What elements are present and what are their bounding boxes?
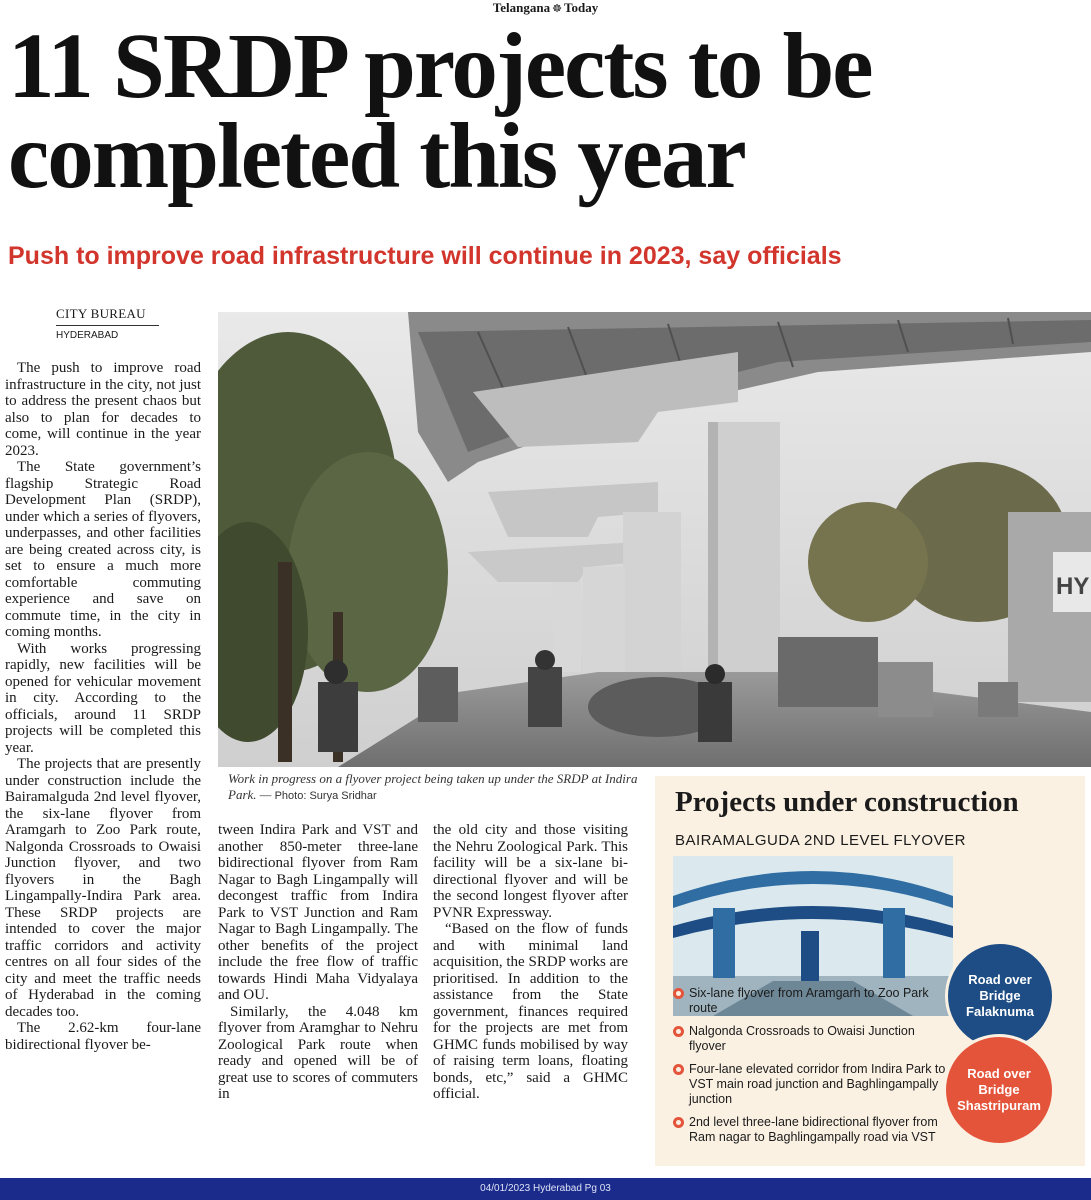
- paragraph: Similarly, the 4.048 km flyover from Aramghar to Nehru Zoological Park route when ready and opened will be of great use to scores of commuters in: [218, 1003, 418, 1102]
- byline-block: [56, 306, 159, 341]
- flyover-photo: [218, 312, 1091, 767]
- paragraph: the old city and those visiting the Nehru Zoological Park. This facility will be a six-lane bi-directional flyover and will be the second longest flyover after PVNR Expressway.: [433, 822, 628, 921]
- list-item-text: Four-lane elevated corridor from Indira Park to VST main road junction and Baghlingampally junction: [689, 1062, 946, 1106]
- bullet-icon: [673, 988, 684, 999]
- article-column-1: [5, 360, 201, 1172]
- list-item-text: Six-lane flyover from Aramgarh to Zoo Park route: [689, 986, 929, 1015]
- list-item-text: Nalgonda Crossroads to Owaisi Junction flyover: [689, 1024, 915, 1053]
- article-column-3: [433, 822, 628, 1172]
- paragraph: “Based on the flow of funds and with minimal land acquisition, the SRDP works are prioritised. In addition to the assistance from the State government, finances required for the projects are met from GHMC funds mobilised by way of raising term loans, floating bonds, etc,” said a GHMC official.: [433, 921, 628, 1102]
- headline: [8, 15, 1083, 208]
- subheadline: Push to improve road infrastructure will continue in 2023, say officials: [8, 242, 842, 270]
- list-item: [673, 1024, 953, 1054]
- paragraph: The State government’s flagship Strategic Road Development Plan (SRDP), under which a series of flyovers, underpasses, and other facilities are being created across city, is set to ensure a much more comfortable commuting experience and save on commute time, in the city in coming months.: [5, 459, 201, 640]
- paragraph: The projects that are presently under construction include the Bairamalguda 2nd level flyover, the six-lane flyover from Aramgarh to Zoo Park route, Nalgonda Crossroads to Owaisi Junction flyover, and two flyovers in the Bagh Lingampally-Indira Park area. These SRDP projects are intended to cover the major traffic corridors and activity centres on all four sides of the city and meet the traffic needs of Hyderabad in the coming decades too.: [5, 756, 201, 1020]
- photo-caption: [228, 771, 648, 804]
- building-sign: HY: [1056, 573, 1090, 600]
- article-column-2: [218, 822, 418, 1172]
- list-item: [673, 1062, 953, 1107]
- headline-line-2: completed this year: [8, 105, 745, 208]
- infographic-subtitle: BAIRAMALGUDA 2ND LEVEL FLYOVER: [675, 832, 966, 849]
- flyover-photo-illustration: [218, 312, 1091, 767]
- paragraph: tween Indira Park and VST and another 850-meter three-lane bidirectional flyover from Ram Nagar to Bagh Lingampally will decongest traffic from Indira Park to VST Junction and Ram Nagar to Bagh Lingampally. The other benefits of the project include the free flow of traffic towards Hindi Maha Vidyalaya and OU.: [218, 822, 418, 1003]
- list-item-text: 2nd level three-lane bidirectional flyover from Ram nagar to Baghlingampally road via VST: [689, 1115, 938, 1144]
- caption-text: Work in progress on a flyover project being taken up under the SRDP at Indira Park. —: [228, 771, 638, 802]
- masthead-right: Today: [563, 0, 599, 15]
- bullet-icon: [673, 1064, 684, 1075]
- paragraph: The 2.62-km four-lane bidirectional flyover be-: [5, 1020, 201, 1053]
- list-item: [673, 986, 953, 1016]
- photo-credit: Photo: Surya Sridhar: [274, 790, 377, 802]
- paragraph: The push to improve road infrastructure in the city, not just to address the present chaos but also to plan for decades to come, will continue in the year 2023.: [5, 360, 201, 459]
- headline-line-1: 11 SRDP projects to be: [8, 15, 872, 118]
- infographic-title: Projects under construction: [675, 786, 1019, 818]
- masthead-left: Telangana: [492, 0, 551, 15]
- list-item: [673, 1115, 953, 1145]
- rob-shastripuram-badge: Road over Bridge Shastripuram: [943, 1034, 1055, 1146]
- project-list: [673, 986, 953, 1153]
- masthead-emblem-icon: ☸: [552, 3, 562, 15]
- page-footer: 04/01/2023 Hyderabad Pg 03: [0, 1178, 1091, 1200]
- paragraph: With works progressing rapidly, new facilities will be opened for vehicular movement in city. According to the officials, around 11 SRDP projects will be completed this year.: [5, 640, 201, 756]
- bullet-icon: [673, 1026, 684, 1037]
- rob-falaknuma-badge: Road over Bridge Falaknuma: [945, 941, 1055, 1051]
- infographic-panel: [655, 776, 1085, 1166]
- bullet-icon: [673, 1117, 684, 1128]
- dateline: HYDERABAD: [56, 330, 119, 341]
- byline: CITY BUREAU: [56, 306, 159, 326]
